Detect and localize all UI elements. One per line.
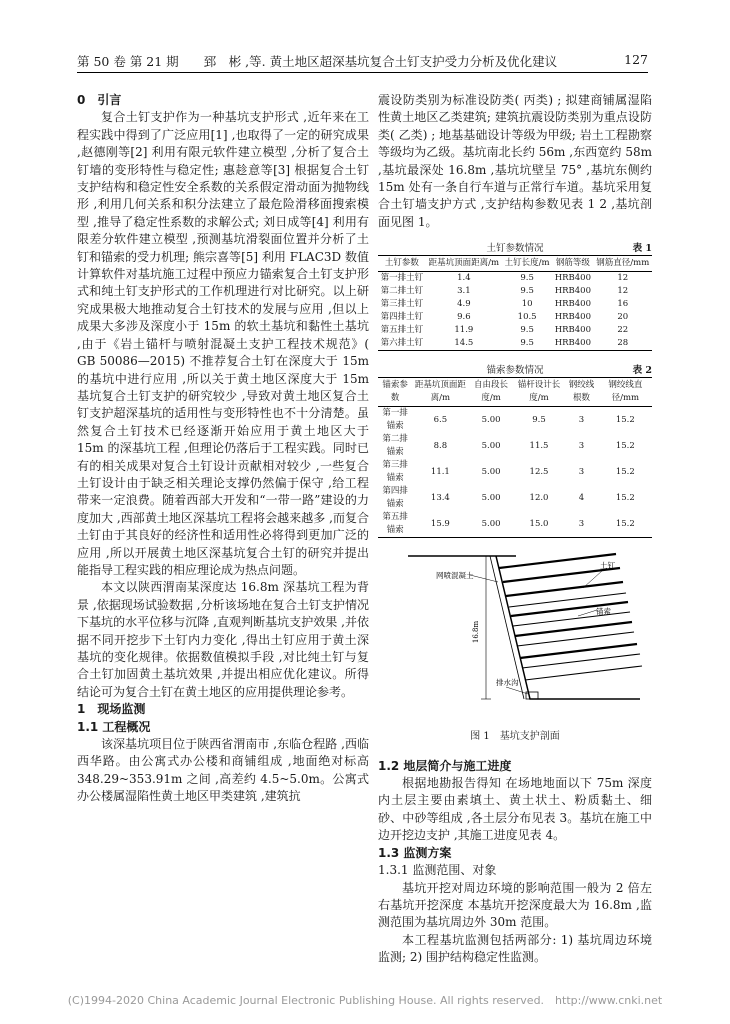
paragraph-intro-2: 本文以陕西渭南某深度达 16.8m 深基坑工程为背景 ,依据现场试验数据 ,分析该场地在复合土钉支护情况下基坑的水平位移与沉降 ,直观判断基坑支护效果 ,并依据不同开挖步下土钉内力变化 ,得出土钉应用于黄土深基坑的变化规律。依据数值模拟手段 ,对比纯土钉与复合土钉加固黄土基坑效果 ,并提出相应优化建议。所得结论可为复合土钉在黄土地区的应用提供理论参考。 xyxy=(77,580,369,699)
table-row xyxy=(378,511,652,538)
table-row xyxy=(378,272,652,286)
table-cell: 第二排土钉 xyxy=(380,286,424,297)
anchor-line xyxy=(525,666,642,680)
subsection-heading-monitoring-plan: 1.3 监测方案 xyxy=(378,845,452,860)
table-cell: 16 xyxy=(617,299,629,310)
table-header-cell: 距基坑顶面距离/m xyxy=(414,380,466,404)
anchor-group xyxy=(509,593,642,680)
table-cell: 3.1 xyxy=(457,286,471,297)
table-header-cell: 自由段长度/m xyxy=(474,380,509,404)
shotcrete-label: 网喷混凝土 xyxy=(436,571,474,581)
table-cell: 5.00 xyxy=(481,518,501,529)
table-header-cell: 钢绞线根数 xyxy=(568,380,595,404)
paragraph-intro-1: 复合土钉支护作为一种基坑支护形式 ,近年来在工程实践中得到了广泛应用[1] ,也取得了一定的研究成果 ,赵德刚等[2] 利用有限元软件建立模型 ,分析了复合土钉墙的变形特性与稳定性; 惠趁意等[3] 根据复合土钉支护结构和稳定性安全系数的关系假定滑动面为抛物线形 ,利用几何关系和积分法建立了最危险滑移面搜索模型 ,推导了稳定性系数的求解公式; 刘日成等[4] 利用有限差分软件建立模型 ,预测基坑滑裂面位置并分析了土钉和锚索的受力机理; 熊宗喜等[5] 利用 FLAC3D 数值计算软件对基坑施工过程中预应力锚索复合土钉支护形式和纯土钉支护形式的工作机理进行对比研究。以上研究成果极大地推动复合土钉技术的发展与应用 ,但以上成果大多涉及深度小于 15m 的软土基坑和黏性土基坑 ,由于《岩土锚杆与喷射混凝土支护工程技术规范》( GB 50086—2015) 不推荐复合土钉在深度大于 15m 的基坑中进行应用 ,所以关于黄土地区深度大于 15m 基坑复合土钉支护的研究较少 ,导致对黄土地区复合土钉支护超深基坑的适用性与变形特性也不十分清楚。虽然复合土钉技术已经逐渐开始应用于黄土地区大于 15m 的深基坑工程 ,但理论仍落后于工程实践。同时已有的相关成果对复合土钉设计贡献相对较少 ,一些复合土钉设计由于缺乏相关理论支撑仍然偏于保守 ,给工程带来一定浪费。随着西部大开发和“一带一路”建设的力度加大 ,西部黄土地区深基坑工程将会越来越多 ,而复合土钉由于其良好的经济性和适用性必将得到更加广泛的应用 ,所以开展黄土地区深基坑复合土钉的研究并提出能指导工程实践的相应理论成为热点问题。 xyxy=(77,110,369,577)
table1-title: 土钉参数情况 xyxy=(486,243,544,255)
table-cell: 8.8 xyxy=(433,440,448,451)
table-cell: 9.5 xyxy=(532,414,546,425)
table-cell: 15.0 xyxy=(529,518,549,529)
table-cell: 12 xyxy=(617,286,629,297)
table-cell: 第五排锚索 xyxy=(382,512,408,536)
table2-label: 表 2 xyxy=(632,365,652,377)
table-cell: 4.9 xyxy=(457,299,471,310)
table-cell: 第一排土钉 xyxy=(380,273,424,284)
paragraph-monitoring-parts: 本工程基坑监测包括两部分: 1) 基坑周边环境监测; 2) 围护结构稳定性监测。 xyxy=(378,932,652,965)
article-authors-title: 郅 彬 ,等. 黄土地区超深基坑复合土钉支护受力分析及优化建议 xyxy=(203,54,558,69)
table1-caption xyxy=(378,239,652,255)
running-header xyxy=(77,52,648,73)
paragraph-strata: 根据地勘报告得知 在场地地面以下 75m 深度内土层主要由素填土、黄土状土、粉质黏土、细砂、中砂等组成 ,各土层分布见表 3。基坑在施工中边开挖边支护 ,其施工进度见表 4。 xyxy=(378,776,652,843)
table-cell: HRB400 xyxy=(554,273,592,284)
table-cell: 3 xyxy=(578,414,585,425)
table-cell: 12 xyxy=(617,273,629,284)
table-cell: 12.0 xyxy=(529,492,549,503)
soil-nail-parameters-table xyxy=(378,255,652,351)
support-section-diagram xyxy=(378,544,652,724)
drain-label: 排水沟 xyxy=(496,678,519,688)
table-row xyxy=(378,433,652,459)
table-row xyxy=(378,407,652,434)
table-cell: 11.5 xyxy=(529,440,549,451)
nail-line xyxy=(506,582,623,596)
section-heading-introduction: 0 引言 xyxy=(77,93,122,107)
table-cell: 4 xyxy=(578,492,585,503)
anchor-label: 锚索 xyxy=(596,607,611,617)
nail-line xyxy=(503,568,620,582)
table-cell: 10 xyxy=(521,299,533,310)
left-column xyxy=(77,92,369,806)
table-cell: 20 xyxy=(617,312,629,323)
running-header-left xyxy=(77,52,557,70)
paragraph-scope: 基坑开挖对周边环境的影响范围一般为 2 倍左右基坑开挖深度 本基坑开挖深度最大为 16.8m ,监测范围为基坑周边外 30m 范围。 xyxy=(378,880,652,930)
depth-label: 16.8m xyxy=(472,621,480,644)
table-cell: 第六排土钉 xyxy=(380,338,424,349)
table-cell: 5.00 xyxy=(481,440,501,451)
subsubsection-heading-scope: 1.3.1 监测范围、对象 xyxy=(378,863,497,878)
table-cell: 15.2 xyxy=(615,518,635,529)
figure1-caption: 图 1 基坑支护剖面 xyxy=(470,731,560,743)
table-cell: 第五排土钉 xyxy=(380,325,424,336)
table-row xyxy=(378,337,652,351)
table-cell: 12.5 xyxy=(529,466,549,477)
table-cell: HRB400 xyxy=(554,325,592,336)
table-cell: HRB400 xyxy=(554,299,592,310)
paragraph-project-overview: 该深基坑项目位于陕西省渭南市 ,东临仓程路 ,西临西华路。由公寓式办公楼和商铺组成 ,地面绝对标高 348.29~353.91m 之间 ,高差约 4.5~5.0m。公寓式办公楼属湿陷性黄土地区甲类建筑 ,建筑抗 xyxy=(77,737,369,804)
table-row xyxy=(378,459,652,485)
table1-label: 表 1 xyxy=(632,243,652,255)
table-cell: 5.00 xyxy=(481,414,501,425)
table-cell: 11.1 xyxy=(430,466,450,477)
table-cell: 1.4 xyxy=(457,273,471,284)
table-header-cell: 钢绞线直径/mm xyxy=(608,380,643,404)
table-row xyxy=(378,285,652,298)
paragraph-project-continued: 震设防类别为标准设防类( 丙类) ; 拟建商铺属湿陷性黄土地区乙类建筑; 建筑抗震设防类别为重点设防类( 乙类) ; 地基基础设计等级为甲级; 岩土工程勘察等级均为乙级。基坑南北长约 56m ,东西宽约 58m ,基坑最深处 16.8m ,基坑坑壁呈 75° ,基坑东侧约 15m 处有一条自行车道与正常行车道。基坑采用复合土钉墙支护方式 ,支护结构参数见表 1 2 ,基坑剖面见图 1。 xyxy=(378,93,652,229)
table-cell: HRB400 xyxy=(554,312,592,323)
table2-title: 锚索参数情况 xyxy=(486,365,544,377)
anchor-cable-parameters-table xyxy=(378,377,652,538)
table-header-cell: 钢筋等级 xyxy=(555,258,590,269)
drain-ditch xyxy=(526,692,538,699)
table-cell: HRB400 xyxy=(554,286,592,297)
table-cell: 9.5 xyxy=(520,273,534,284)
table-cell: 第三排锚索 xyxy=(382,460,408,484)
table-header-cell: 土钉参数 xyxy=(384,258,419,269)
table-cell: 第二排锚索 xyxy=(382,434,408,458)
table-row xyxy=(378,298,652,311)
page-number: 127 xyxy=(624,52,648,67)
table-cell: 第三排土钉 xyxy=(380,299,424,310)
table-cell: 11.9 xyxy=(454,325,474,336)
table-cell: 15.2 xyxy=(615,414,635,425)
subsection-heading-project-overview: 1.1 工程概况 xyxy=(77,719,151,734)
table-cell: 15.2 xyxy=(615,466,635,477)
table-cell: 13.4 xyxy=(430,492,450,503)
table-cell: 第四排锚索 xyxy=(382,486,408,510)
table-cell: 9.5 xyxy=(520,286,534,297)
table-cell: 3 xyxy=(578,466,585,477)
table-row xyxy=(378,324,652,337)
copyright-footer: (C)1994-2020 China Academic Journal Electronic Publishing House. All rights reserved. http://www.cnki.net xyxy=(67,994,663,1007)
table-cell: 第四排土钉 xyxy=(380,312,424,323)
table-header-cell: 锚杆设计长度/m xyxy=(517,380,561,404)
table-cell: 15.9 xyxy=(430,518,450,529)
table-cell: 5.00 xyxy=(481,492,501,503)
table-row xyxy=(378,485,652,511)
table-cell: 3 xyxy=(578,440,585,451)
table-cell: 第一排锚索 xyxy=(382,408,408,432)
figure-support-section xyxy=(378,544,652,724)
table-cell: 28 xyxy=(617,338,629,349)
table-cell: 3 xyxy=(578,518,585,529)
table-cell: 9.6 xyxy=(457,312,471,323)
table-cell: 9.5 xyxy=(520,338,534,349)
table-cell: 15.2 xyxy=(615,440,635,451)
table-cell: 6.5 xyxy=(433,414,448,425)
table-cell: 14.5 xyxy=(454,338,474,349)
section-heading-field-monitoring: 1 现场监测 xyxy=(77,702,146,717)
table-header-cell: 钢筋直径/mm xyxy=(596,258,650,269)
table-header-cell: 土钉长度/m xyxy=(504,258,550,269)
volume-issue: 第 50 卷 第 21 期 xyxy=(77,54,179,69)
table-cell: 15.2 xyxy=(615,492,635,503)
nail-line xyxy=(499,554,616,571)
subsection-heading-strata: 1.2 地层简介与施工进度 xyxy=(378,758,512,773)
table-header-cell: 锚索参数 xyxy=(382,380,408,404)
table-header-cell: 距基坑顶面距离/m xyxy=(428,258,500,269)
table-row xyxy=(378,311,652,324)
table-cell: 9.5 xyxy=(520,325,534,336)
right-column xyxy=(378,92,652,967)
nail-label: 土钉 xyxy=(600,561,615,571)
table-cell: 22 xyxy=(617,325,629,336)
table-cell: 10.5 xyxy=(517,312,537,323)
table-cell: 5.00 xyxy=(481,466,501,477)
table2-caption xyxy=(378,361,652,377)
table-cell: HRB400 xyxy=(554,338,592,349)
